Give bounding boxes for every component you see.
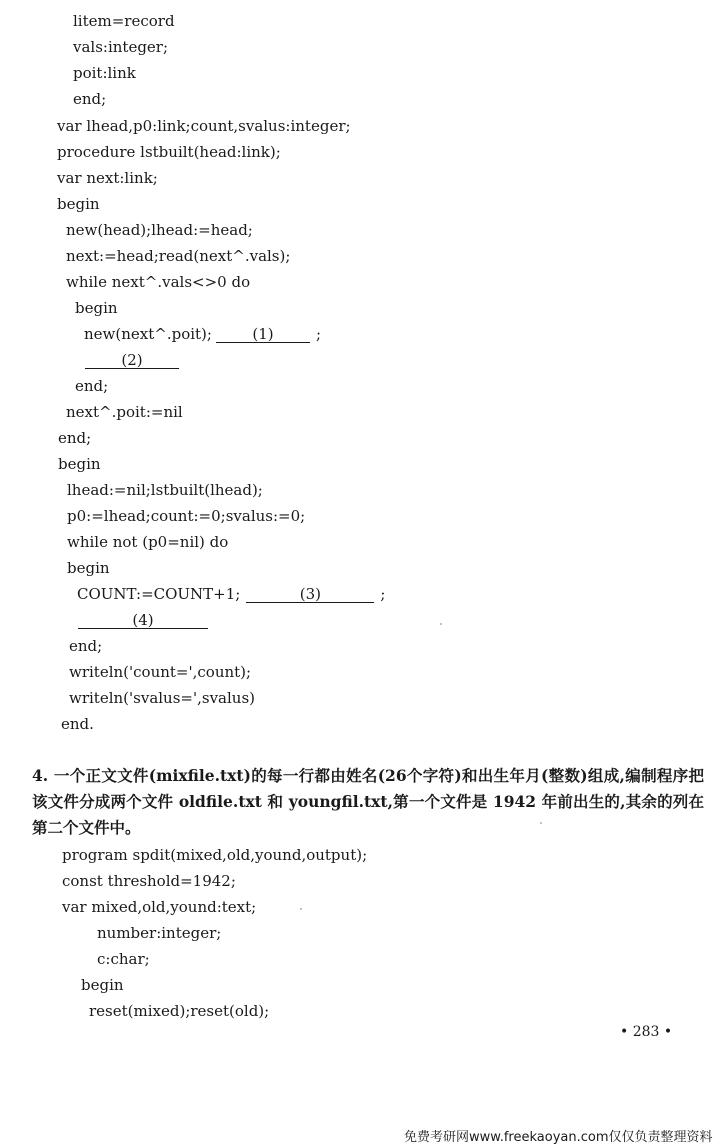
page-number: • 283 • bbox=[620, 1024, 673, 1040]
code-line: begin bbox=[81, 976, 124, 994]
code-line: vals:integer; bbox=[73, 38, 169, 56]
code-line: var lhead,p0:link;count,svalus:integer; bbox=[57, 117, 351, 135]
code-line: while not (p0=nil) do bbox=[67, 533, 229, 551]
code-text: COUNT:=COUNT+1; bbox=[77, 585, 241, 603]
answer-blank-4: (4) bbox=[78, 612, 208, 629]
scan-speck bbox=[540, 822, 542, 824]
code-line bbox=[78, 611, 208, 629]
scan-speck bbox=[300, 908, 302, 910]
code-line: c:char; bbox=[97, 950, 150, 968]
code-line: end; bbox=[58, 429, 92, 447]
code-line: begin bbox=[67, 559, 110, 577]
code-line: poit:link bbox=[73, 64, 136, 82]
code-line: writeln('count=',count); bbox=[69, 663, 252, 681]
code-line: end. bbox=[61, 715, 94, 733]
answer-blank-1: (1) bbox=[216, 326, 310, 343]
answer-blank-2: (2) bbox=[85, 352, 179, 369]
code-line: lhead:=nil;lstbuilt(lhead); bbox=[67, 481, 263, 499]
code-line: end; bbox=[73, 90, 107, 108]
code-line: const threshold=1942; bbox=[62, 872, 236, 890]
code-line bbox=[85, 351, 179, 369]
answer-blank-3: (3) bbox=[246, 586, 374, 603]
code-line: program spdit(mixed,old,yound,output); bbox=[62, 846, 368, 864]
code-line bbox=[77, 585, 385, 603]
code-line: p0:=lhead;count:=0;svalus:=0; bbox=[67, 507, 306, 525]
scan-speck bbox=[440, 623, 442, 625]
code-line: var next:link; bbox=[57, 169, 158, 187]
code-line: begin bbox=[58, 455, 101, 473]
code-line: end; bbox=[69, 637, 103, 655]
code-line: begin bbox=[57, 195, 100, 213]
code-line: begin bbox=[75, 299, 118, 317]
code-line: litem=record bbox=[73, 12, 175, 30]
semicolon: ; bbox=[380, 585, 386, 603]
code-line: number:integer; bbox=[97, 924, 222, 942]
code-line: while next^.vals<>0 do bbox=[66, 273, 251, 291]
code-line: var mixed,old,yound:text; bbox=[62, 898, 257, 916]
code-line: next^.poit:=nil bbox=[66, 403, 183, 421]
code-line: writeln('svalus=',svalus) bbox=[69, 689, 255, 707]
code-line: new(head);lhead:=head; bbox=[66, 221, 253, 239]
code-line: end; bbox=[75, 377, 109, 395]
code-text: new(next^.poit); bbox=[84, 325, 212, 343]
footer-watermark-text: 免费考研网www.freekaoyan.com仅仅负责整理资料 bbox=[404, 1130, 713, 1145]
question-4-text: 4. 一个正文文件(mixfile.txt)的每一行都由姓名(26个字符)和出生年月(整数)组成,编制程序把该文件分成两个文件 oldfile.txt 和 youngfil.txt,第一个文件是 1942 年前出生的,其余的列在第二个文件中。 bbox=[32, 766, 704, 837]
code-line: reset(mixed);reset(old); bbox=[89, 1002, 270, 1020]
code-line: procedure lstbuilt(head:link); bbox=[57, 143, 281, 161]
code-line: next:=head;read(next^.vals); bbox=[66, 247, 291, 265]
semicolon: ; bbox=[315, 325, 322, 343]
code-line bbox=[84, 325, 321, 343]
